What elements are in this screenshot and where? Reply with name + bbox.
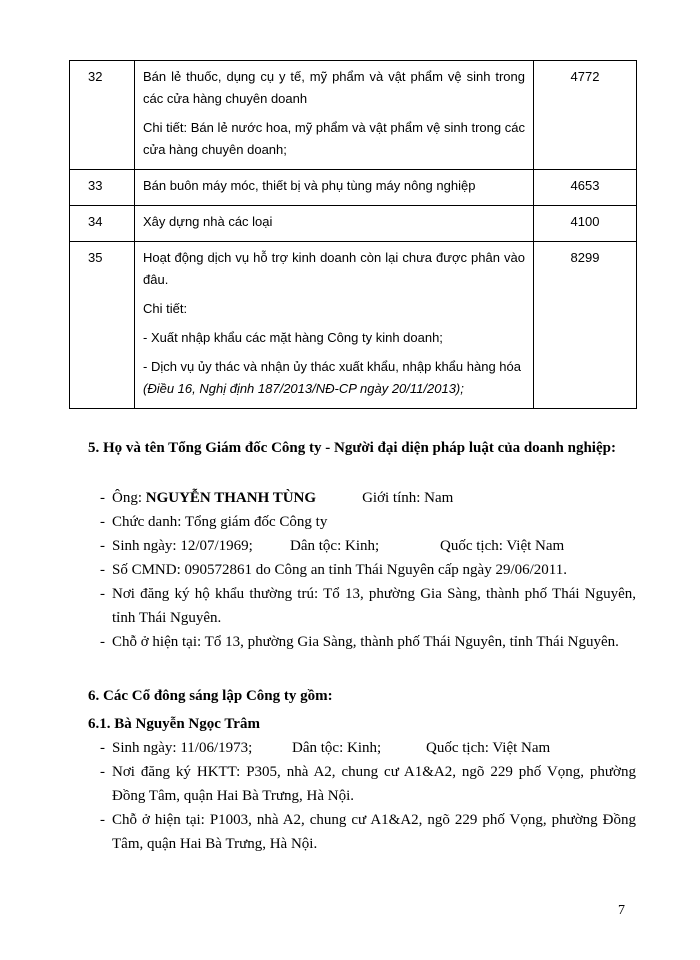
row-code: 8299 bbox=[534, 242, 637, 409]
director-name: NGUYỄN THANH TÙNG bbox=[145, 490, 317, 506]
list-item bbox=[102, 486, 636, 510]
page-number: 7 bbox=[618, 903, 625, 918]
director-ethnicity: Dân tộc: Kinh; bbox=[290, 538, 380, 554]
description-line: Bán lẻ thuốc, dụng cụ y tế, mỹ phẩm và vật phẩm vệ sinh trong các cửa hàng chuyên doanh bbox=[143, 69, 525, 106]
shareholder-ethnicity: Dân tộc: Kinh; bbox=[292, 740, 382, 756]
description-line: Chi tiết: bbox=[143, 301, 188, 316]
list-item bbox=[102, 534, 636, 558]
description-line: Hoạt động dịch vụ hỗ trợ kinh doanh còn lại chưa được phân vào đâu. bbox=[143, 250, 525, 287]
row-code: 4100 bbox=[534, 206, 637, 242]
table-row bbox=[70, 206, 637, 242]
row-number: 32 bbox=[70, 61, 135, 170]
business-lines-table bbox=[69, 60, 637, 409]
list-item: - Nơi đăng ký HKTT: P305, nhà A2, chung cư A1&A2, ngõ 229 phố Vọng, phường Đồng Tâm, quận Hai Bà Trưng, Hà Nội. bbox=[102, 760, 636, 808]
list-item: - Chỗ ở hiện tại: P1003, nhà A2, chung cư A1&A2, ngõ 229 phố Vọng, phường Đồng Tâm, quận Hai Bà Trưng, Hà Nội. bbox=[102, 808, 636, 856]
list-item: - Nơi đăng ký hộ khẩu thường trú: Tổ 13, phường Gia Sàng, thành phố Thái Nguyên, tỉnh Thái Nguyên. bbox=[102, 582, 636, 630]
shareholder-nationality: Quốc tịch: Việt Nam bbox=[426, 740, 551, 756]
row-number: 34 bbox=[70, 206, 135, 242]
row-description bbox=[135, 242, 534, 409]
list-item: - Chức danh: Tổng giám đốc Công ty bbox=[102, 510, 636, 534]
description-line: - Xuất nhập khẩu các mặt hàng Công ty kinh doanh; bbox=[143, 330, 443, 345]
list-item bbox=[102, 736, 636, 760]
list-item: - Chỗ ở hiện tại: Tổ 13, phường Gia Sàng, thành phố Thái Nguyên, tỉnh Thái Nguyên. bbox=[102, 630, 636, 654]
legal-reference-note: (Điều 16, Nghị định 187/2013/NĐ-CP ngày 20/11/2013); bbox=[143, 381, 464, 396]
section5-heading: 5. Họ và tên Tổng Giám đốc Công ty - Người đại diện pháp luật của doanh nghiệp: bbox=[88, 440, 616, 456]
name-prefix: Ông: bbox=[112, 490, 146, 506]
row-description bbox=[135, 61, 534, 170]
section5-details bbox=[102, 486, 636, 654]
list-item: - Số CMND: 090572861 do Công an tỉnh Thái Nguyên cấp ngày 29/06/2011. bbox=[102, 558, 636, 582]
description-line: Chi tiết: Bán lẻ nước hoa, mỹ phẩm và vật phẩm vệ sinh trong các cửa hàng chuyên doanh; bbox=[143, 120, 525, 157]
row-number: 35 bbox=[70, 242, 135, 409]
row-number: 33 bbox=[70, 170, 135, 206]
row-description bbox=[135, 170, 534, 206]
table-row bbox=[70, 242, 637, 409]
section6-heading: 6. Các Cổ đông sáng lập Công ty gồm: bbox=[88, 688, 333, 704]
row-code: 4653 bbox=[534, 170, 637, 206]
director-dob: Sinh ngày: 12/07/1969; bbox=[112, 538, 253, 554]
row-code: 4772 bbox=[534, 61, 637, 170]
row-description bbox=[135, 206, 534, 242]
table-row bbox=[70, 61, 637, 170]
description-line: Bán buôn máy móc, thiết bị và phụ tùng máy nông nghiệp bbox=[143, 178, 476, 193]
table-row bbox=[70, 170, 637, 206]
shareholder-heading: 6.1. Bà Nguyễn Ngọc Trâm bbox=[88, 716, 260, 732]
director-gender: Giới tính: Nam bbox=[362, 490, 454, 506]
section6-details bbox=[102, 736, 636, 856]
description-line: Xây dựng nhà các loại bbox=[143, 214, 273, 229]
shareholder-dob: Sinh ngày: 11/06/1973; bbox=[112, 740, 253, 756]
description-line: - Dịch vụ ủy thác và nhận ủy thác xuất khẩu, nhập khẩu hàng hóa bbox=[143, 359, 521, 374]
director-nationality: Quốc tịch: Việt Nam bbox=[440, 538, 565, 554]
